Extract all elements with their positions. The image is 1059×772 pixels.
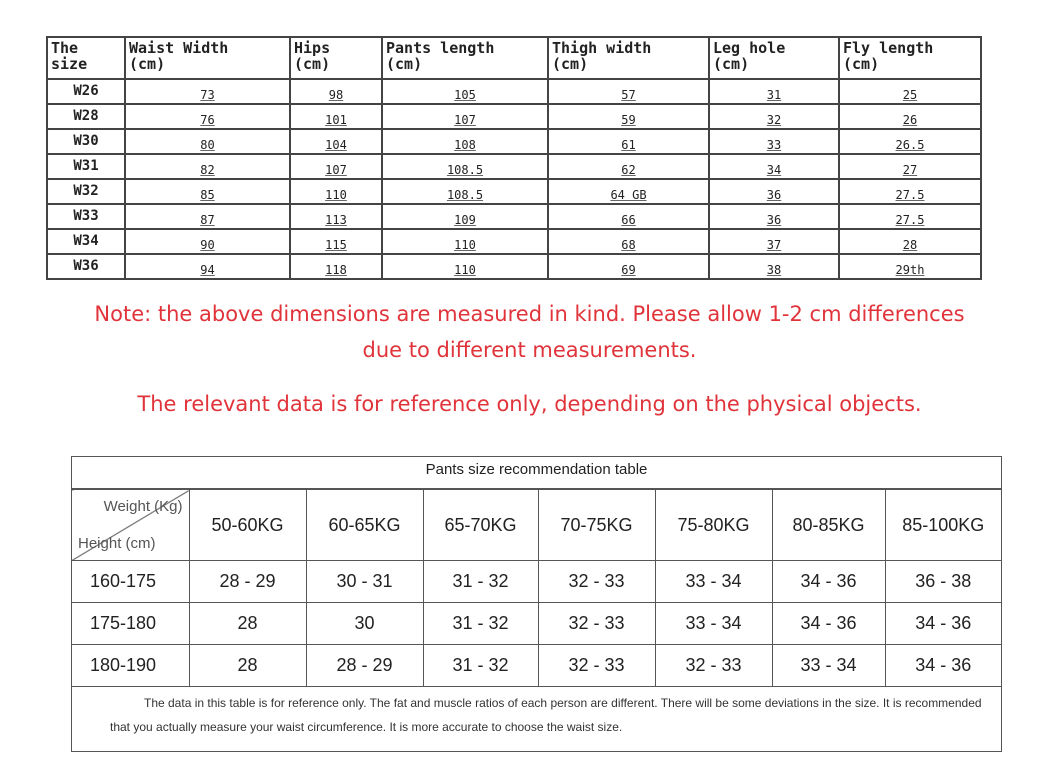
table-cell: 31 — [709, 79, 839, 104]
table-cell: 90 — [125, 229, 290, 254]
size-cell: W32 — [47, 179, 125, 204]
size-cell: W36 — [47, 254, 125, 279]
table-cell: 37 — [709, 229, 839, 254]
table-cell: 27.5 — [839, 179, 981, 204]
table-cell: 27 — [839, 154, 981, 179]
weight-header: 60-65KG — [306, 490, 423, 561]
weight-header: 85-100KG — [885, 490, 1001, 561]
size-range-cell: 31 - 32 — [423, 603, 538, 645]
size-range-cell: 32 - 33 — [538, 603, 655, 645]
size-range-cell: 31 - 32 — [423, 645, 538, 687]
size-cell: W34 — [47, 229, 125, 254]
table-cell: 94 — [125, 254, 290, 279]
corner-header — [72, 490, 189, 561]
table-cell: 80 — [125, 129, 290, 154]
size-cell: W28 — [47, 104, 125, 129]
height-cell: 180-190 — [72, 645, 189, 687]
table-cell: 105 — [382, 79, 548, 104]
height-axis-label: Height (cm) — [78, 535, 156, 552]
recommendation-table — [72, 489, 1001, 687]
table-cell: 36 — [709, 179, 839, 204]
weight-header: 70-75KG — [538, 490, 655, 561]
size-cell: W30 — [47, 129, 125, 154]
size-range-cell: 34 - 36 — [772, 603, 885, 645]
size-range-cell: 28 — [189, 603, 306, 645]
measurement-note-line1: Note: the above dimensions are measured in kind. Please allow 1-2 cm differences — [94, 302, 965, 326]
weight-header: 75-80KG — [655, 490, 772, 561]
table-cell: 110 — [382, 254, 548, 279]
weight-header: 50-60KG — [189, 490, 306, 561]
size-range-cell: 34 - 36 — [885, 645, 1001, 687]
table-row — [47, 104, 981, 129]
size-range-cell: 31 - 32 — [423, 561, 538, 603]
table-cell: 27.5 — [839, 204, 981, 229]
table-cell: 108 — [382, 129, 548, 154]
size-table — [46, 36, 982, 280]
weight-header-row — [72, 490, 1001, 561]
weight-header: 80-85KG — [772, 490, 885, 561]
table-row — [47, 229, 981, 254]
header-leg-hole: Leg hole (cm) — [709, 37, 839, 79]
table-cell: 64 GB — [548, 179, 709, 204]
header-size: The size — [47, 37, 125, 79]
table-row — [47, 79, 981, 104]
header-hips: Hips (cm) — [290, 37, 382, 79]
size-range-cell: 32 - 33 — [538, 645, 655, 687]
table-cell: 104 — [290, 129, 382, 154]
table-cell: 118 — [290, 254, 382, 279]
table-cell: 87 — [125, 204, 290, 229]
recommendation-table-title: Pants size recommendation table — [72, 457, 1001, 489]
table-cell: 108.5 — [382, 154, 548, 179]
table-cell: 34 — [709, 154, 839, 179]
table-cell: 107 — [290, 154, 382, 179]
table-cell: 108.5 — [382, 179, 548, 204]
table-cell: 109 — [382, 204, 548, 229]
table-cell: 98 — [290, 79, 382, 104]
table-cell: 107 — [382, 104, 548, 129]
table-cell: 101 — [290, 104, 382, 129]
header-fly-length: Fly length (cm) — [839, 37, 981, 79]
table-cell: 26 — [839, 104, 981, 129]
table-row — [72, 645, 1001, 687]
weight-header: 65-70KG — [423, 490, 538, 561]
table-row — [47, 154, 981, 179]
table-cell: 59 — [548, 104, 709, 129]
size-range-cell: 28 - 29 — [189, 561, 306, 603]
reference-note: The relevant data is for reference only, depending on the physical objects. — [137, 392, 922, 416]
recommendation-table-panel — [71, 456, 1002, 752]
size-range-cell: 36 - 38 — [885, 561, 1001, 603]
table-row — [72, 561, 1001, 603]
height-cell: 175-180 — [72, 603, 189, 645]
measurement-note — [0, 296, 1059, 368]
table-cell: 57 — [548, 79, 709, 104]
size-range-cell: 33 - 34 — [655, 603, 772, 645]
table-row — [47, 204, 981, 229]
size-range-cell: 32 - 33 — [655, 645, 772, 687]
table-row — [72, 603, 1001, 645]
size-cell: W33 — [47, 204, 125, 229]
height-cell: 160-175 — [72, 561, 189, 603]
header-thigh-width: Thigh width (cm) — [548, 37, 709, 79]
size-cell: W31 — [47, 154, 125, 179]
table-cell: 110 — [382, 229, 548, 254]
table-cell: 69 — [548, 254, 709, 279]
table-cell: 110 — [290, 179, 382, 204]
table-row — [47, 254, 981, 279]
size-range-cell: 34 - 36 — [885, 603, 1001, 645]
size-range-cell: 28 - 29 — [306, 645, 423, 687]
header-waist-width: Waist Width (cm) — [125, 37, 290, 79]
size-range-cell: 33 - 34 — [655, 561, 772, 603]
table-row — [47, 129, 981, 154]
size-range-cell: 30 — [306, 603, 423, 645]
size-cell: W26 — [47, 79, 125, 104]
size-range-cell: 30 - 31 — [306, 561, 423, 603]
table-cell: 36 — [709, 204, 839, 229]
table-row — [47, 179, 981, 204]
table-cell: 82 — [125, 154, 290, 179]
table-cell: 33 — [709, 129, 839, 154]
size-range-cell: 34 - 36 — [772, 561, 885, 603]
table-cell: 113 — [290, 204, 382, 229]
table-cell: 29th — [839, 254, 981, 279]
size-table-header-row — [47, 37, 981, 79]
table-cell: 76 — [125, 104, 290, 129]
measurement-note-line2: due to different measurements. — [362, 338, 697, 362]
table-cell: 85 — [125, 179, 290, 204]
table-cell: 61 — [548, 129, 709, 154]
table-cell: 115 — [290, 229, 382, 254]
table-cell: 26.5 — [839, 129, 981, 154]
table-cell: 62 — [548, 154, 709, 179]
table-cell: 28 — [839, 229, 981, 254]
table-cell: 73 — [125, 79, 290, 104]
weight-axis-label: Weight (Kg) — [103, 498, 183, 515]
table-cell: 38 — [709, 254, 839, 279]
table-cell: 68 — [548, 229, 709, 254]
size-range-cell: 33 - 34 — [772, 645, 885, 687]
size-range-cell: 28 — [189, 645, 306, 687]
size-range-cell: 32 - 33 — [538, 561, 655, 603]
recommendation-footnote: The data in this table is for reference only. The fat and muscle ratios of each person are different. There will be some deviations in the size. It is recommended that you actually measure your waist circumference. It is more accurate to choose the waist size. — [110, 696, 982, 734]
table-cell: 66 — [548, 204, 709, 229]
table-cell: 25 — [839, 79, 981, 104]
header-pants-length: Pants length (cm) — [382, 37, 548, 79]
table-cell: 32 — [709, 104, 839, 129]
